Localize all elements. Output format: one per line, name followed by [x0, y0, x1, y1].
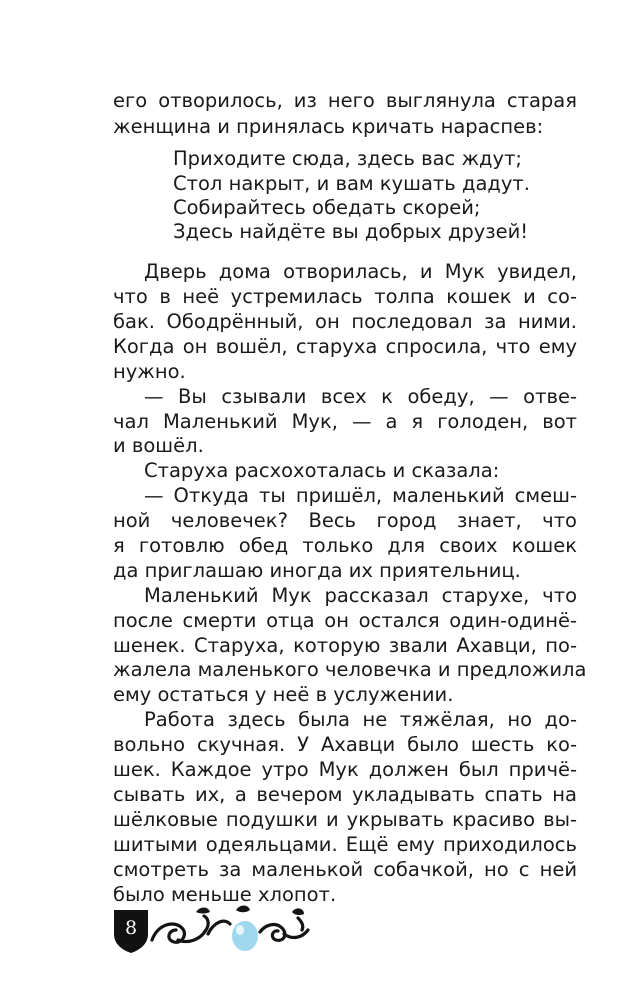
text-line: шенек. Старуха, которую звали Ахавци, по-	[113, 634, 577, 657]
text-line: Старуха расхохоталась и сказала:	[144, 459, 500, 482]
text-line: бак. Ободрённый, он последовал за ними.	[113, 310, 577, 333]
verse-line: Стол накрыт, и вам кушать дадут.	[173, 172, 530, 195]
text-line: после смерти отца он остался один-одинё-	[113, 609, 577, 632]
text-line: ной человечек? Весь город знает, что	[113, 509, 577, 532]
text-line: шек. Каждое утро Мук должен был причё-	[113, 758, 577, 781]
text-line: его отворилось, из него выглянула старая	[113, 89, 577, 112]
text-line: жалела маленького человечка и предложила	[113, 658, 587, 681]
text-line: — Откуда ты пришёл, маленький смеш-	[144, 484, 577, 507]
verse-line: Приходите сюда, здесь вас ждут;	[173, 147, 523, 170]
text-line: ему остаться у неё в услужении.	[113, 683, 454, 706]
text-line: Работа здесь была не тяжёлая, но до-	[144, 708, 577, 731]
page-footer-ornament	[112, 904, 312, 960]
text-line: Маленький Мук рассказал старухе, что	[144, 584, 577, 607]
text-line: я готовлю обед только для своих кошек	[113, 534, 577, 557]
page-number: 8	[124, 917, 138, 939]
text-line: да приглашаю иногда их приятельниц.	[113, 559, 521, 582]
text-line: чал Маленький Мук, — а я голоден, вот	[113, 410, 577, 433]
text-line: женщина и принялась кричать нараспев:	[113, 115, 544, 138]
text-line: смотреть за маленькой собачкой, но с ней	[113, 858, 577, 881]
text-line: шитыми одеяльцами. Ещё ему приходилось	[113, 833, 577, 856]
text-line: вольно скучная. У Ахавци было шесть ко-	[113, 733, 577, 756]
bubble-ornament	[232, 921, 258, 951]
flourish-ornament	[148, 904, 312, 960]
text-line: Дверь дома отворилась, и Мук увидел,	[144, 260, 577, 283]
text-line: шёлковые подушки и укрывать красиво вы-	[113, 808, 577, 831]
text-line: Когда он вошёл, старуха спросила, что ему	[113, 335, 577, 358]
text-line: — Вы сзывали всех к обеду, — отве-	[144, 385, 577, 408]
text-line: нужно.	[113, 360, 186, 383]
verse-line: Здесь найдёте вы добрых друзей!	[173, 220, 529, 243]
text-line: что в неё устремилась толпа кошек и со-	[113, 285, 577, 308]
verse-line: Собирайтесь обедать скорей;	[173, 196, 481, 219]
text-line: сывать их, а вечером укладывать спать на	[113, 783, 577, 806]
text-line: было меньше хлопот.	[113, 883, 337, 906]
text-line: и вошёл.	[113, 434, 204, 457]
